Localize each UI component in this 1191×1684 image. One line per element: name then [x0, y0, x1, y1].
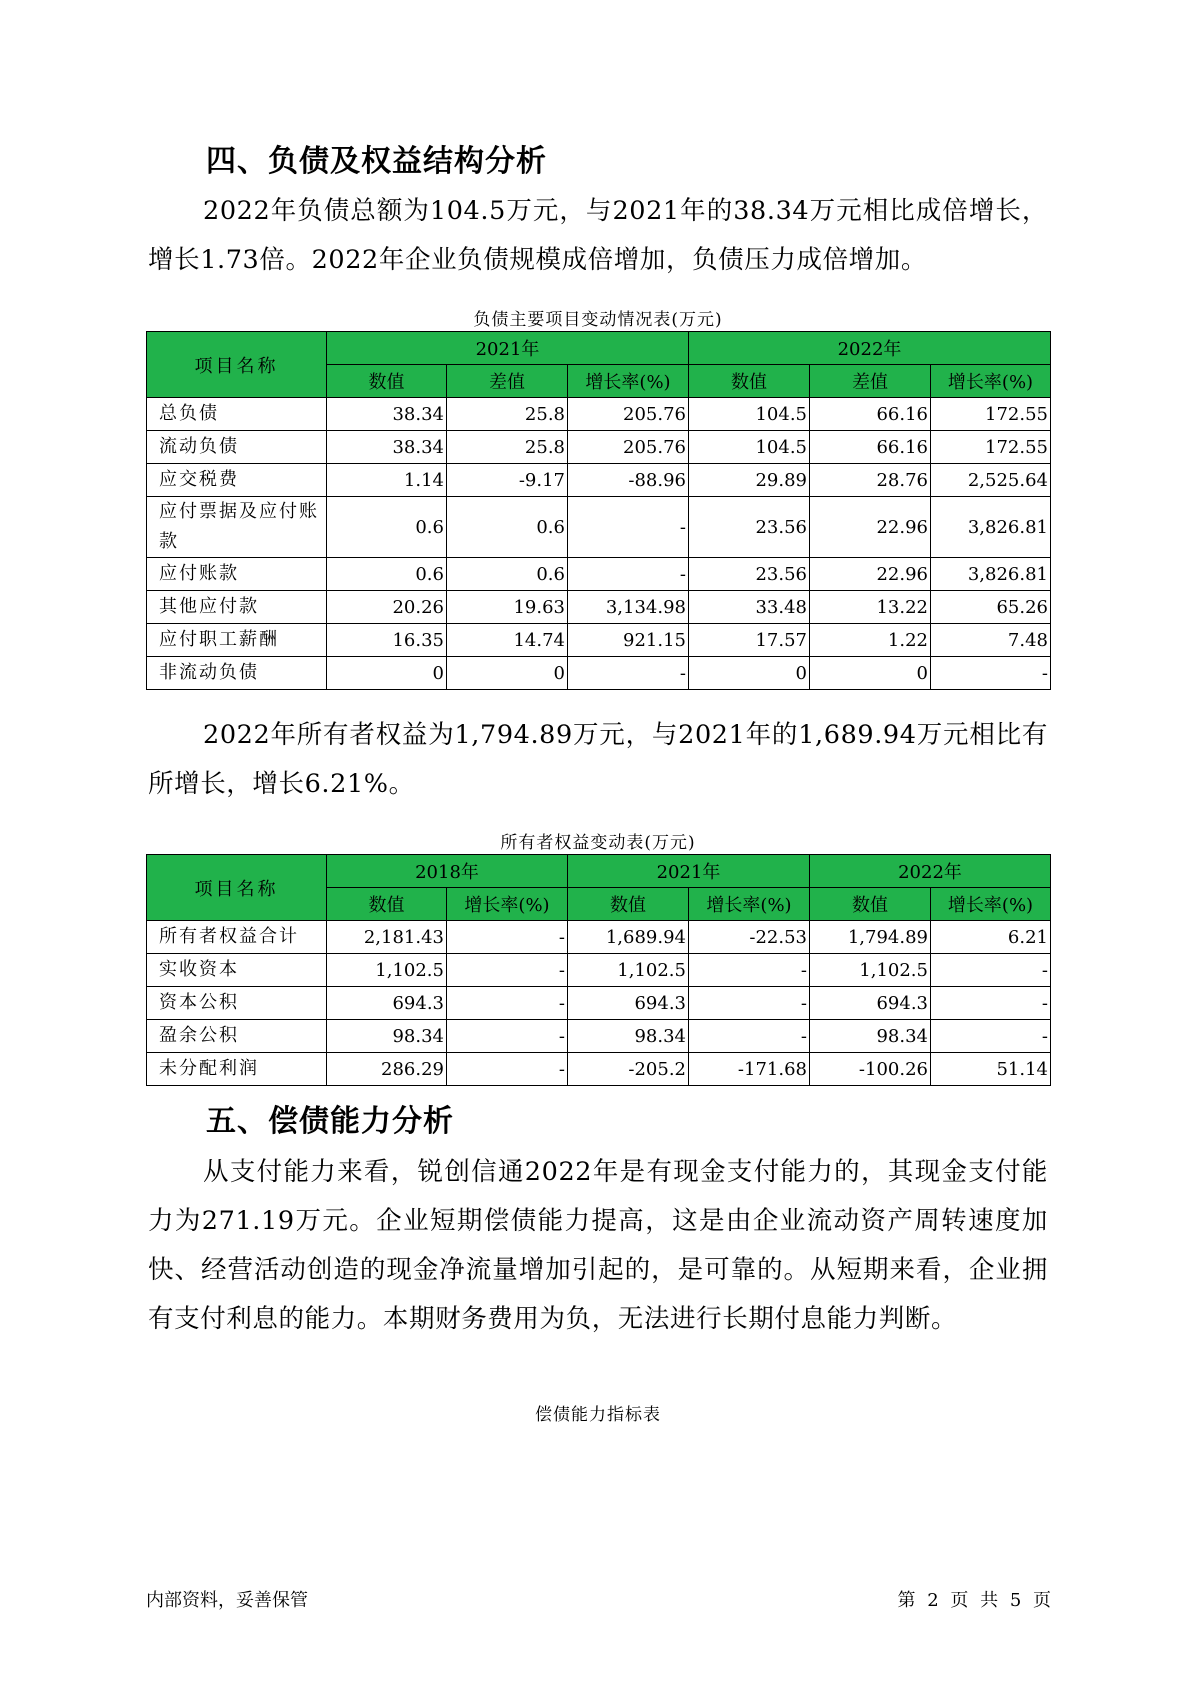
solvency-table-caption: 偿债能力指标表 — [535, 1405, 661, 1425]
footer-page-number: 第 2 页 共 5 页 — [897, 1590, 1051, 1611]
row-label: 未分配利润 — [147, 1053, 327, 1086]
table-row — [147, 624, 1051, 657]
table-cell: 23.56 — [689, 558, 810, 591]
row-label: 流动负债 — [147, 431, 327, 464]
column-subheader: 增长率(%) — [568, 365, 689, 398]
liabilities-summary-paragraph: 2022年负债总额为104.5万元，与2021年的38.34万元相比成倍增长，增长1.73倍。2022年企业负债规模成倍增加，负债压力成倍增加。 — [148, 196, 1048, 275]
table-cell: - — [447, 1053, 568, 1086]
table-cell: 1,689.94 — [568, 921, 689, 954]
table-cell: -100.26 — [810, 1053, 931, 1086]
column-subheader: 数值 — [810, 888, 931, 921]
liabilities-table-body — [147, 398, 1051, 690]
table-cell: 921.15 — [568, 624, 689, 657]
table-row — [147, 591, 1051, 624]
table-cell: 66.16 — [810, 431, 931, 464]
table-cell: 3,826.81 — [931, 558, 1051, 591]
table-cell: 28.76 — [810, 464, 931, 497]
table-cell: - — [447, 987, 568, 1020]
table-cell: 25.8 — [447, 431, 568, 464]
column-subheader: 增长率(%) — [689, 888, 810, 921]
table-cell: - — [568, 497, 689, 558]
table-cell: - — [568, 558, 689, 591]
table-cell: 51.14 — [931, 1053, 1051, 1086]
table-cell: 0 — [327, 657, 447, 690]
table-cell: 1.22 — [810, 624, 931, 657]
table-cell: 20.26 — [327, 591, 447, 624]
row-label: 非流动负债 — [147, 657, 327, 690]
table-cell: 172.55 — [931, 431, 1051, 464]
column-subheader: 数值 — [689, 365, 810, 398]
table-cell: 0.6 — [447, 497, 568, 558]
row-label: 其他应付款 — [147, 591, 327, 624]
table-row — [147, 954, 1051, 987]
table-row — [147, 431, 1051, 464]
table-cell: 694.3 — [810, 987, 931, 1020]
table-cell: -9.17 — [447, 464, 568, 497]
table-cell: 38.34 — [327, 398, 447, 431]
table-cell: - — [568, 657, 689, 690]
table-cell: - — [447, 1020, 568, 1053]
table-cell: 0 — [447, 657, 568, 690]
table-cell: 19.63 — [447, 591, 568, 624]
table-cell: -22.53 — [689, 921, 810, 954]
solvency-paragraph: 从支付能力来看，锐创信通2022年是有现金支付能力的，其现金支付能力为271.19万元。企业短期偿债能力提高，这是由企业流动资产周转速度加快、经营活动创造的现金净流量增加引起的，是可靠的。从短期来看，企业拥有支付利息的能力。本期财务费用为负，无法进行长期付息能力判断。 — [148, 1157, 1048, 1334]
equity-table-body — [147, 921, 1051, 1086]
table-cell: -205.2 — [568, 1053, 689, 1086]
table-row — [147, 987, 1051, 1020]
table-cell: 0 — [810, 657, 931, 690]
equity-summary-paragraph: 2022年所有者权益为1,794.89万元，与2021年的1,689.94万元相比有所增长，增长6.21%。 — [148, 720, 1048, 799]
column-subheader: 增长率(%) — [447, 888, 568, 921]
table-row — [147, 1053, 1051, 1086]
table-cell: 7.48 — [931, 624, 1051, 657]
table-cell: 172.55 — [931, 398, 1051, 431]
table-row — [147, 657, 1051, 690]
table-cell: 2,181.43 — [327, 921, 447, 954]
table-row — [147, 398, 1051, 431]
section-heading-solvency: 五、偿债能力分析 — [206, 1104, 454, 1139]
column-subheader: 数值 — [568, 888, 689, 921]
table-cell: 2,525.64 — [931, 464, 1051, 497]
table-cell: 3,826.81 — [931, 497, 1051, 558]
table-row — [147, 558, 1051, 591]
column-header-year: 2022年 — [810, 855, 1051, 888]
table-cell: 25.8 — [447, 398, 568, 431]
table-cell: 23.56 — [689, 497, 810, 558]
liabilities-table-caption: 负债主要项目变动情况表(万元) — [473, 310, 723, 330]
table-cell: 694.3 — [568, 987, 689, 1020]
row-label: 实收资本 — [147, 954, 327, 987]
table-cell: 16.35 — [327, 624, 447, 657]
column-subheader: 差值 — [447, 365, 568, 398]
table-cell: 66.16 — [810, 398, 931, 431]
table-cell: 0.6 — [447, 558, 568, 591]
table-cell: - — [689, 987, 810, 1020]
column-subheader: 数值 — [327, 888, 447, 921]
row-label: 应付职工薪酬 — [147, 624, 327, 657]
table-cell: 1,102.5 — [568, 954, 689, 987]
row-label: 应交税费 — [147, 464, 327, 497]
table-cell: 1.14 — [327, 464, 447, 497]
table-cell: 22.96 — [810, 497, 931, 558]
table-row — [147, 464, 1051, 497]
table-cell: 22.96 — [810, 558, 931, 591]
equity-table — [146, 854, 1051, 1086]
table-cell: 1,102.5 — [327, 954, 447, 987]
table-cell: 98.34 — [327, 1020, 447, 1053]
table-cell: 286.29 — [327, 1053, 447, 1086]
table-cell: - — [447, 954, 568, 987]
table-cell: 13.22 — [810, 591, 931, 624]
column-subheader: 增长率(%) — [931, 888, 1051, 921]
table-cell: 3,134.98 — [568, 591, 689, 624]
footer-confidential-note: 内部资料，妥善保管 — [146, 1590, 308, 1611]
column-header-item-name: 项目名称 — [147, 855, 327, 921]
table-cell: 14.74 — [447, 624, 568, 657]
table-cell: 1,102.5 — [810, 954, 931, 987]
row-label: 所有者权益合计 — [147, 921, 327, 954]
table-cell: 205.76 — [568, 398, 689, 431]
table-cell: 104.5 — [689, 398, 810, 431]
column-subheader: 增长率(%) — [931, 365, 1051, 398]
table-cell: 205.76 — [568, 431, 689, 464]
row-label: 应付账款 — [147, 558, 327, 591]
table-cell: 98.34 — [568, 1020, 689, 1053]
table-cell: 6.21 — [931, 921, 1051, 954]
table-cell: 29.89 — [689, 464, 810, 497]
table-row — [147, 921, 1051, 954]
column-header-year: 2022年 — [689, 332, 1051, 365]
table-cell: 17.57 — [689, 624, 810, 657]
column-header-year: 2018年 — [327, 855, 568, 888]
table-cell: 0.6 — [327, 497, 447, 558]
row-label: 盈余公积 — [147, 1020, 327, 1053]
table-cell: - — [689, 954, 810, 987]
table-cell: 694.3 — [327, 987, 447, 1020]
table-cell: 0.6 — [327, 558, 447, 591]
table-cell: - — [689, 1020, 810, 1053]
table-cell: 38.34 — [327, 431, 447, 464]
table-cell: 0 — [689, 657, 810, 690]
table-cell: - — [931, 1020, 1051, 1053]
column-subheader: 差值 — [810, 365, 931, 398]
table-cell: -171.68 — [689, 1053, 810, 1086]
table-cell: - — [931, 954, 1051, 987]
column-header-year: 2021年 — [568, 855, 810, 888]
table-cell: 33.48 — [689, 591, 810, 624]
table-cell: - — [931, 657, 1051, 690]
table-cell: 104.5 — [689, 431, 810, 464]
section-heading-liabilities: 四、负债及权益结构分析 — [206, 144, 547, 179]
liabilities-table — [146, 331, 1051, 690]
row-label: 应付票据及应付账款 — [147, 497, 327, 558]
column-header-year: 2021年 — [327, 332, 689, 365]
table-row — [147, 497, 1051, 558]
column-subheader: 数值 — [327, 365, 447, 398]
table-cell: - — [931, 987, 1051, 1020]
equity-table-caption: 所有者权益变动表(万元) — [500, 833, 696, 853]
table-cell: 1,794.89 — [810, 921, 931, 954]
table-cell: 98.34 — [810, 1020, 931, 1053]
table-cell: - — [447, 921, 568, 954]
table-cell: -88.96 — [568, 464, 689, 497]
column-header-item-name: 项目名称 — [147, 332, 327, 398]
table-cell: 65.26 — [931, 591, 1051, 624]
row-label: 总负债 — [147, 398, 327, 431]
table-row — [147, 1020, 1051, 1053]
row-label: 资本公积 — [147, 987, 327, 1020]
